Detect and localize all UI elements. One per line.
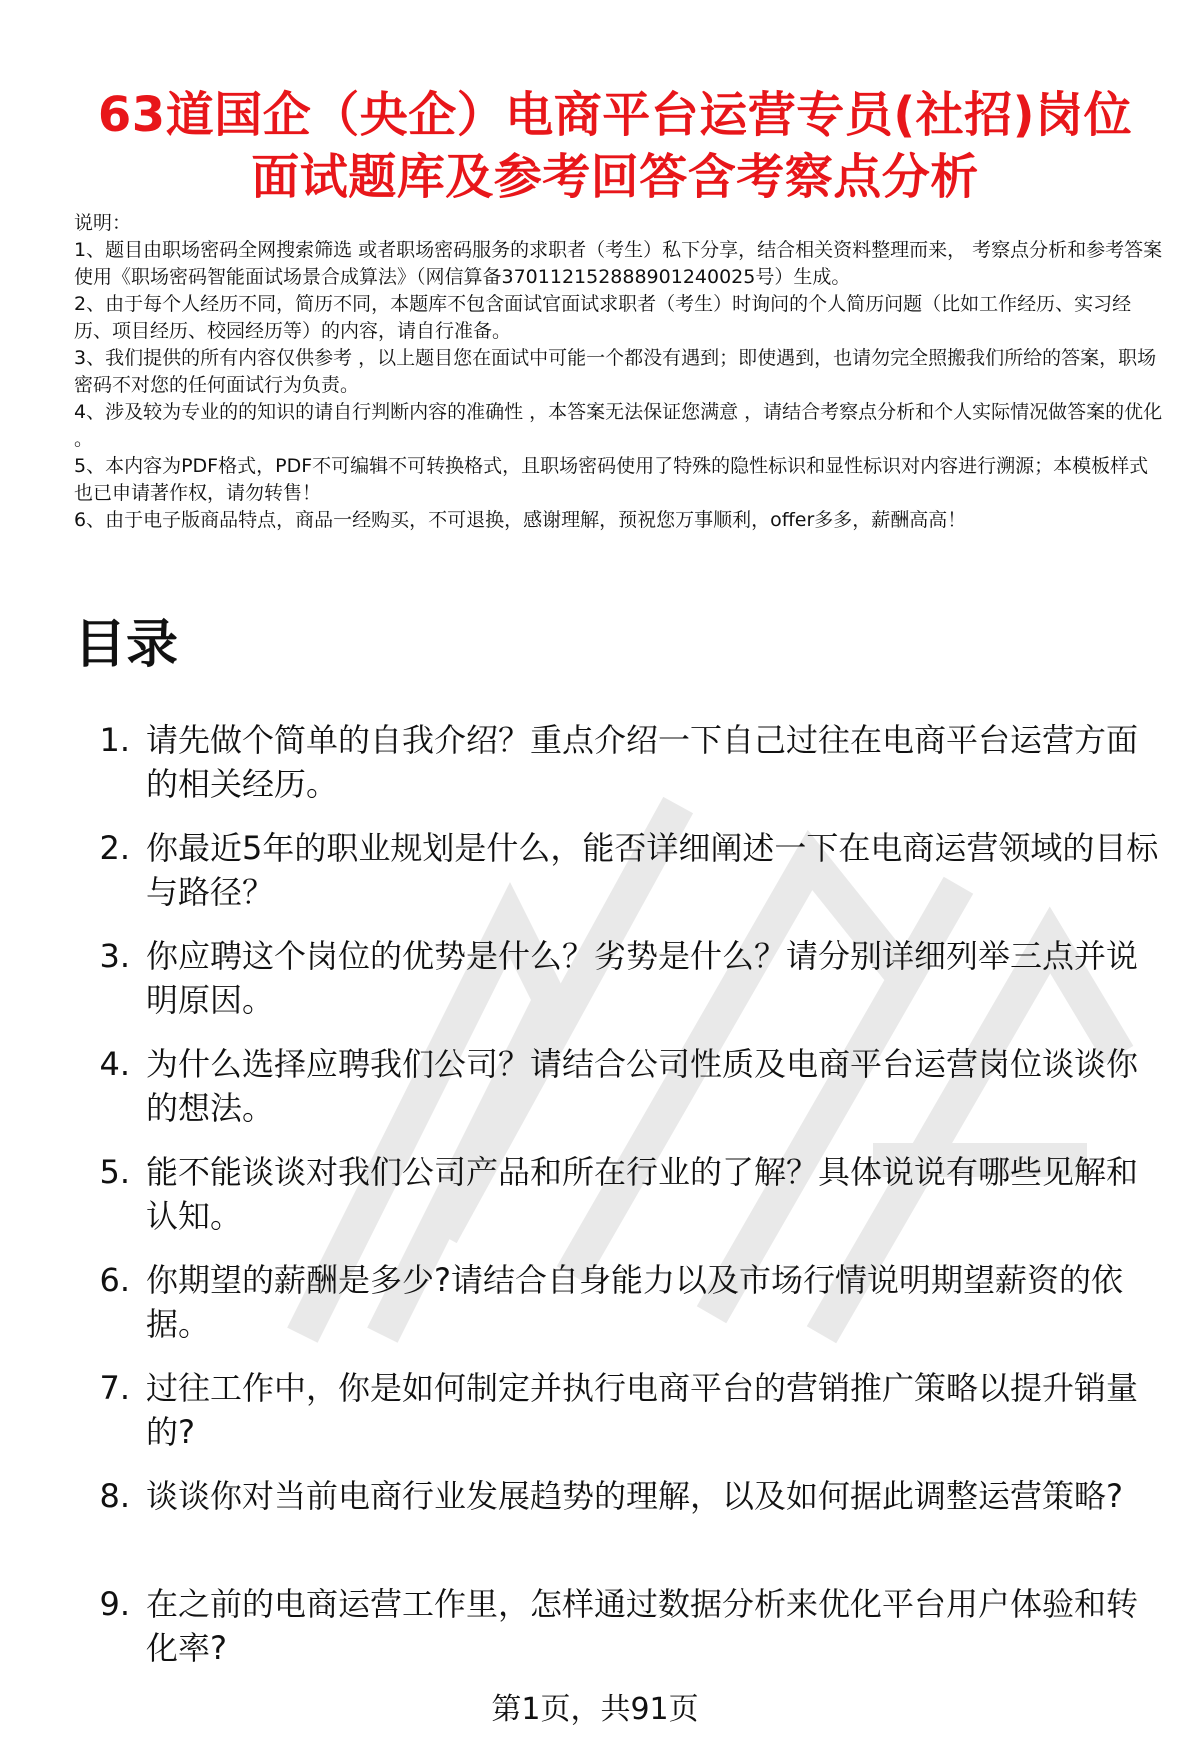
toc-item-text: 谈谈你对当前电商行业发展趋势的理解，以及如何据此调整运营策略? [146, 1477, 1123, 1515]
toc-item-number: 2. [99, 829, 130, 867]
toc-item-text: 你应聘这个岗位的优势是什么？劣势是什么？请分别详细列举三点并说明原因。 [146, 937, 1139, 1019]
toc-item[interactable] [74, 1042, 1174, 1132]
instruction-item: 3、我们提供的所有内容仅供参考 ，以上题目您在面试中可能一个都没有遇到；即使遇到，也请勿完全照搬我们所给的答案，职场密码不对您的任何面试行为负责。 [74, 347, 1157, 396]
instructions-section [74, 210, 1164, 534]
toc-heading: 目录 [74, 615, 179, 675]
toc-item-text: 你期望的薪酬是多少?请结合自身能力以及市场行情说明期望薪资的依据。 [146, 1261, 1123, 1343]
toc-item-number: 3. [99, 937, 130, 975]
toc-item-number: 6. [99, 1261, 130, 1299]
toc-item-number: 7. [99, 1369, 130, 1407]
instruction-item: 5、本内容为PDF格式，PDF不可编辑不可转换格式，且职场密码使用了特殊的隐性标识和显性标识对内容进行溯源；本模板样式也已申请著作权，请勿转售！ [74, 455, 1149, 504]
toc-item[interactable] [74, 1474, 1174, 1564]
toc-item-text: 为什么选择应聘我们公司？请结合公司性质及电商平台运营岗位谈谈你的想法。 [146, 1045, 1139, 1127]
instruction-item: 6、由于电子版商品特点，商品一经购买，不可退换，感谢理解，预祝您万事顺利，offer多多，薪酬高高！ [74, 509, 967, 531]
page-number: 第1页，共91页 [491, 1692, 699, 1727]
toc-item[interactable] [74, 1258, 1174, 1348]
toc-item[interactable] [74, 1150, 1174, 1240]
toc-item-number: 5. [99, 1153, 130, 1191]
instruction-item: 1、题目由职场密码全网搜索筛选 或者职场密码服务的求职者（考生）私下分享，结合相关资料整理而来， 考察点分析和参考答案使用《职场密码智能面试场景合成算法》（网信算备370112152888901240025号）生成。 [74, 239, 1163, 288]
toc-item-number: 8. [99, 1477, 130, 1515]
document-title [60, 84, 1170, 208]
toc-item[interactable] [74, 1366, 1174, 1456]
toc-item-text: 你最近5年的职业规划是什么，能否详细阐述一下在电商运营领域的目标与路径？ [146, 829, 1159, 911]
toc-item-text: 在之前的电商运营工作里，怎样通过数据分析来优化平台用户体验和转化率? [146, 1585, 1139, 1667]
toc-item[interactable] [74, 826, 1174, 916]
toc-item-number: 4. [99, 1045, 130, 1083]
toc-item-text: 过往工作中，你是如何制定并执行电商平台的营销推广策略以提升销量的? [146, 1369, 1139, 1451]
toc-item[interactable] [74, 934, 1174, 1024]
toc-item-text: 能不能谈谈对我们公司产品和所在行业的了解？具体说说有哪些见解和认知。 [146, 1153, 1139, 1235]
instruction-item: 4、涉及较为专业的的知识的请自行判断内容的准确性 ，本答案无法保证您满意 ，请结合考察点分析和个人实际情况做答案的优化 。 [74, 401, 1163, 450]
title-line-1: 63道国企（央企）电商平台运营专员(社招)岗位 [97, 87, 1133, 144]
toc-item[interactable] [74, 718, 1174, 808]
toc-item-text: 请先做个简单的自我介绍？重点介绍一下自己过往在电商平台运营方面的相关经历。 [146, 721, 1139, 803]
toc-item-number: 1. [99, 721, 130, 759]
title-line-2: 面试题库及参考回答含考察点分析 [251, 149, 979, 206]
toc-item-number: 9. [99, 1585, 130, 1623]
instructions-heading: 说明： [74, 212, 132, 234]
toc-list [74, 718, 1174, 1690]
toc-item[interactable] [74, 1582, 1174, 1672]
instruction-item: 2、由于每个人经历不同，简历不同，本题库不包含面试官面试求职者（考生）时询问的个人简历问题（比如工作经历、实习经历、项目经历、校园经历等）的内容，请自行准备。 [74, 293, 1132, 342]
